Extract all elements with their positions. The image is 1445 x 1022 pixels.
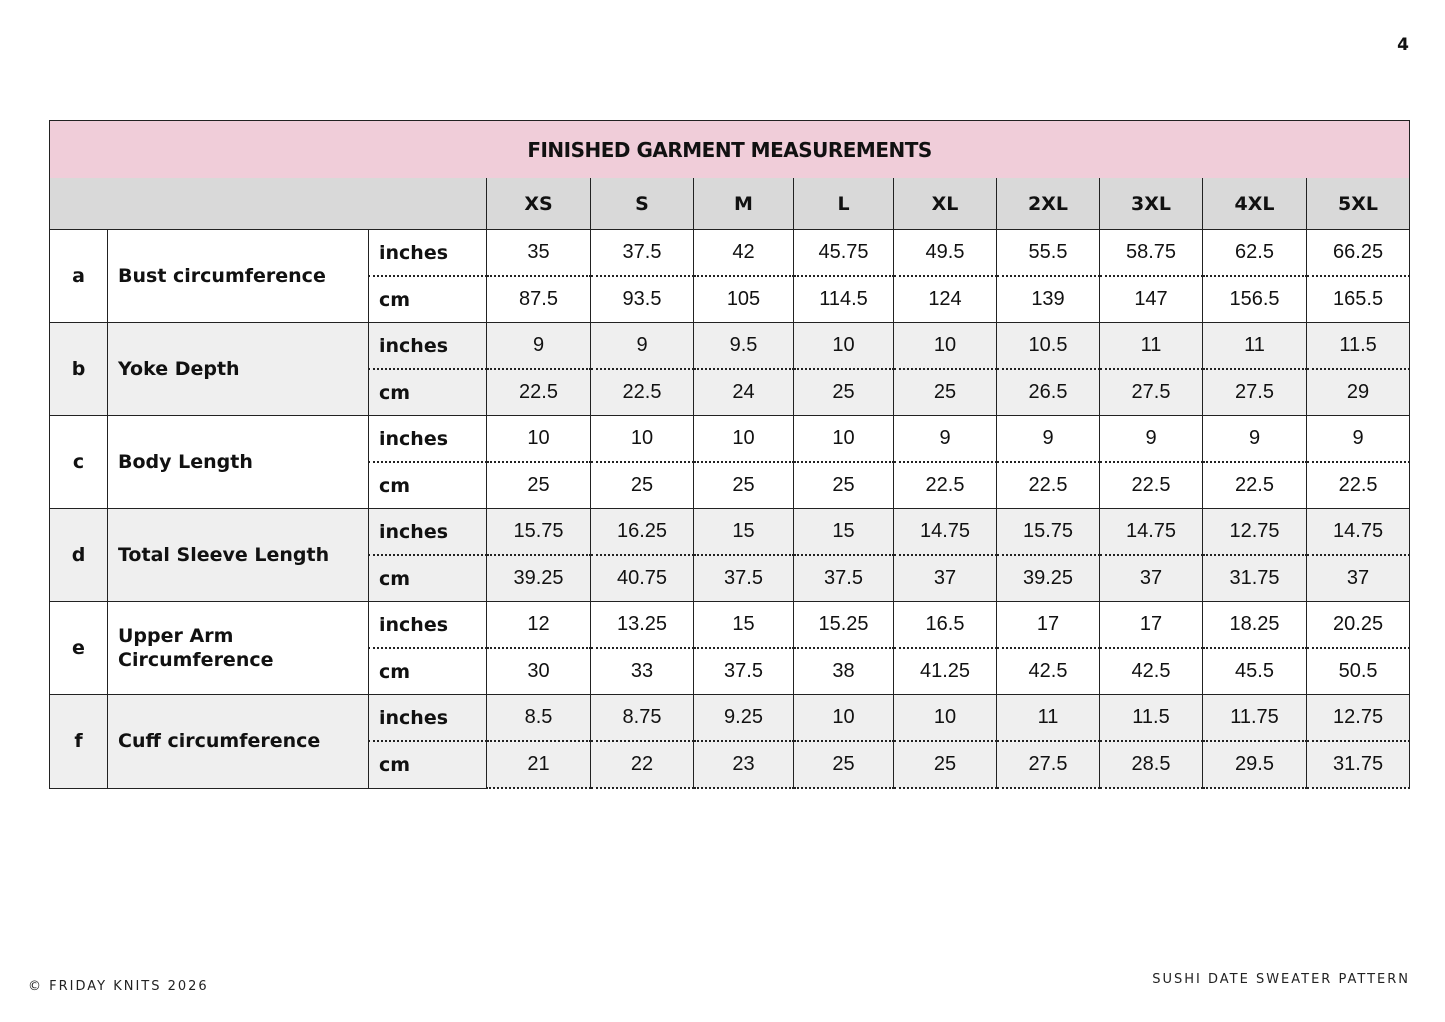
value-cell: 29	[1307, 369, 1410, 416]
value-cell: 10	[894, 695, 997, 742]
value-cell: 15	[694, 509, 794, 556]
value-cell: 10	[694, 416, 794, 463]
value-cell: 9	[487, 323, 591, 370]
measurement-letter: f	[50, 695, 108, 789]
size-header-3xl: 3XL	[1100, 178, 1203, 230]
value-cell: 37.5	[794, 555, 894, 602]
measurement-letter: a	[50, 230, 108, 323]
size-header-xl: XL	[894, 178, 997, 230]
value-cell: 35	[487, 230, 591, 277]
value-cell: 25	[694, 462, 794, 509]
value-cell: 21	[487, 741, 591, 788]
value-cell: 37	[894, 555, 997, 602]
value-cell: 42.5	[1100, 648, 1203, 695]
value-cell: 25	[794, 462, 894, 509]
value-cell: 27.5	[1100, 369, 1203, 416]
value-cell: 10	[894, 323, 997, 370]
value-cell: 14.75	[1100, 509, 1203, 556]
table-row	[50, 509, 1410, 556]
value-cell: 93.5	[591, 276, 694, 323]
unit-label-cm: cm	[369, 648, 487, 695]
value-cell: 24	[694, 369, 794, 416]
value-cell: 25	[794, 369, 894, 416]
value-cell: 105	[694, 276, 794, 323]
measurement-letter: c	[50, 416, 108, 509]
value-cell: 11	[1203, 323, 1307, 370]
value-cell: 28.5	[1100, 741, 1203, 788]
value-cell: 9	[894, 416, 997, 463]
value-cell: 11.5	[1100, 695, 1203, 742]
measurements-table-container	[49, 120, 1410, 789]
size-header-s: S	[591, 178, 694, 230]
value-cell: 10	[487, 416, 591, 463]
value-cell: 156.5	[1203, 276, 1307, 323]
value-cell: 25	[487, 462, 591, 509]
measurement-letter: b	[50, 323, 108, 416]
size-header-4xl: 4XL	[1203, 178, 1307, 230]
table-row	[50, 416, 1410, 463]
value-cell: 20.25	[1307, 602, 1410, 649]
value-cell: 29.5	[1203, 741, 1307, 788]
value-cell: 27.5	[1203, 369, 1307, 416]
value-cell: 42.5	[997, 648, 1100, 695]
value-cell: 27.5	[997, 741, 1100, 788]
value-cell: 25	[894, 369, 997, 416]
value-cell: 9	[1203, 416, 1307, 463]
value-cell: 15	[694, 602, 794, 649]
value-cell: 9	[997, 416, 1100, 463]
value-cell: 22.5	[591, 369, 694, 416]
value-cell: 15.75	[997, 509, 1100, 556]
size-header-2xl: 2XL	[997, 178, 1100, 230]
value-cell: 23	[694, 741, 794, 788]
value-cell: 37	[1307, 555, 1410, 602]
value-cell: 55.5	[997, 230, 1100, 277]
value-cell: 114.5	[794, 276, 894, 323]
value-cell: 42	[694, 230, 794, 277]
value-cell: 31.75	[1307, 741, 1410, 788]
value-cell: 9.25	[694, 695, 794, 742]
value-cell: 22	[591, 741, 694, 788]
header-blank-cell	[50, 178, 487, 230]
measurement-letter: e	[50, 602, 108, 695]
size-header-xs: XS	[487, 178, 591, 230]
unit-label-inches: inches	[369, 416, 487, 463]
unit-label-inches: inches	[369, 602, 487, 649]
value-cell: 12.75	[1307, 695, 1410, 742]
value-cell: 22.5	[1100, 462, 1203, 509]
value-cell: 38	[794, 648, 894, 695]
value-cell: 49.5	[894, 230, 997, 277]
value-cell: 30	[487, 648, 591, 695]
table-row	[50, 230, 1410, 277]
value-cell: 18.25	[1203, 602, 1307, 649]
value-cell: 15	[794, 509, 894, 556]
value-cell: 39.25	[997, 555, 1100, 602]
value-cell: 45.5	[1203, 648, 1307, 695]
value-cell: 15.75	[487, 509, 591, 556]
value-cell: 11.75	[1203, 695, 1307, 742]
size-header-5xl: 5XL	[1307, 178, 1410, 230]
value-cell: 10	[794, 416, 894, 463]
value-cell: 16.5	[894, 602, 997, 649]
value-cell: 12.75	[1203, 509, 1307, 556]
unit-label-inches: inches	[369, 323, 487, 370]
table-row	[50, 695, 1410, 742]
unit-label-cm: cm	[369, 555, 487, 602]
value-cell: 8.5	[487, 695, 591, 742]
value-cell: 14.75	[894, 509, 997, 556]
value-cell: 25	[591, 462, 694, 509]
table-row	[50, 323, 1410, 370]
value-cell: 50.5	[1307, 648, 1410, 695]
value-cell: 9	[591, 323, 694, 370]
value-cell: 40.75	[591, 555, 694, 602]
value-cell: 45.75	[794, 230, 894, 277]
measurement-name: Yoke Depth	[108, 323, 369, 416]
value-cell: 11	[1100, 323, 1203, 370]
value-cell: 87.5	[487, 276, 591, 323]
value-cell: 22.5	[1203, 462, 1307, 509]
value-cell: 22.5	[997, 462, 1100, 509]
page-number: 4	[1397, 35, 1409, 55]
value-cell: 39.25	[487, 555, 591, 602]
value-cell: 147	[1100, 276, 1203, 323]
value-cell: 16.25	[591, 509, 694, 556]
value-cell: 10	[794, 323, 894, 370]
measurement-name: Cuff circumference	[108, 695, 369, 789]
unit-label-inches: inches	[369, 695, 487, 742]
value-cell: 10.5	[997, 323, 1100, 370]
measurement-name: Bust circumference	[108, 230, 369, 323]
value-cell: 37.5	[694, 555, 794, 602]
copyright-footer: © FRIDAY KNITS 2026	[28, 979, 209, 994]
unit-label-cm: cm	[369, 462, 487, 509]
value-cell: 9.5	[694, 323, 794, 370]
value-cell: 41.25	[894, 648, 997, 695]
size-header-l: L	[794, 178, 894, 230]
value-cell: 25	[794, 741, 894, 788]
value-cell: 58.75	[1100, 230, 1203, 277]
value-cell: 66.25	[1307, 230, 1410, 277]
value-cell: 22.5	[894, 462, 997, 509]
value-cell: 37.5	[591, 230, 694, 277]
value-cell: 17	[1100, 602, 1203, 649]
value-cell: 33	[591, 648, 694, 695]
value-cell: 139	[997, 276, 1100, 323]
value-cell: 12	[487, 602, 591, 649]
measurement-name: Total Sleeve Length	[108, 509, 369, 602]
value-cell: 11.5	[1307, 323, 1410, 370]
measurement-name: Body Length	[108, 416, 369, 509]
value-cell: 165.5	[1307, 276, 1410, 323]
pattern-name-footer: SUSHI DATE SWEATER PATTERN	[1152, 972, 1410, 987]
unit-label-inches: inches	[369, 230, 487, 277]
value-cell: 11	[997, 695, 1100, 742]
value-cell: 10	[591, 416, 694, 463]
measurement-letter: d	[50, 509, 108, 602]
value-cell: 26.5	[997, 369, 1100, 416]
value-cell: 37	[1100, 555, 1203, 602]
finished-garment-measurements-table	[49, 120, 1410, 789]
value-cell: 15.25	[794, 602, 894, 649]
value-cell: 22.5	[487, 369, 591, 416]
value-cell: 124	[894, 276, 997, 323]
value-cell: 17	[997, 602, 1100, 649]
value-cell: 25	[894, 741, 997, 788]
unit-label-cm: cm	[369, 276, 487, 323]
value-cell: 9	[1307, 416, 1410, 463]
size-header-m: M	[694, 178, 794, 230]
table-title: FINISHED GARMENT MEASUREMENTS	[50, 121, 1410, 179]
value-cell: 8.75	[591, 695, 694, 742]
value-cell: 62.5	[1203, 230, 1307, 277]
table-row	[50, 602, 1410, 649]
value-cell: 9	[1100, 416, 1203, 463]
value-cell: 31.75	[1203, 555, 1307, 602]
unit-label-inches: inches	[369, 509, 487, 556]
measurement-name: Upper Arm Circumference	[108, 602, 369, 695]
unit-label-cm: cm	[369, 741, 487, 788]
value-cell: 37.5	[694, 648, 794, 695]
value-cell: 14.75	[1307, 509, 1410, 556]
unit-label-cm: cm	[369, 369, 487, 416]
value-cell: 10	[794, 695, 894, 742]
value-cell: 13.25	[591, 602, 694, 649]
value-cell: 22.5	[1307, 462, 1410, 509]
